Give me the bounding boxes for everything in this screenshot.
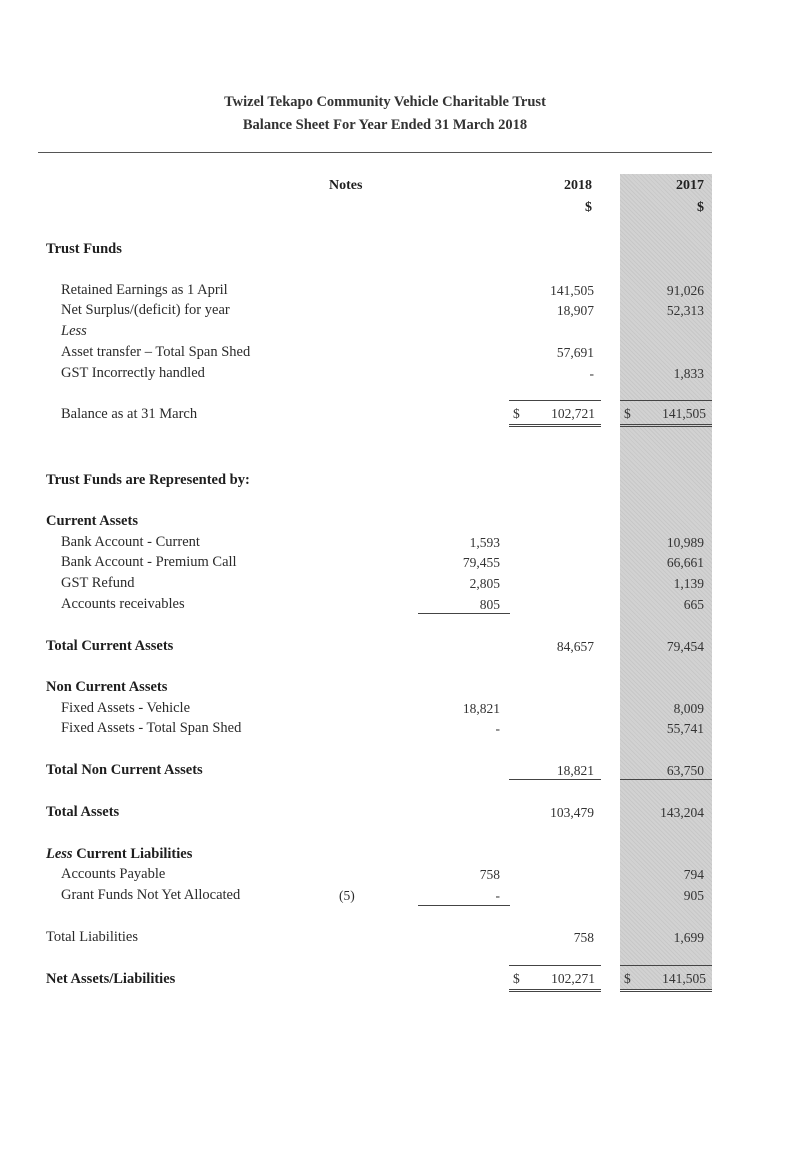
retained-earnings-label: Retained Earnings as 1 April [61, 282, 228, 298]
total-assets-2017: 143,204 [660, 805, 704, 820]
asset-transfer-label: Asset transfer – Total Span Shed [61, 344, 251, 360]
non-current-2017-rule [620, 779, 712, 780]
balance-2017-box [620, 400, 712, 427]
balance-label: Balance as at 31 March [61, 406, 198, 422]
total-non-current-assets-label: Total Non Current Assets [46, 762, 203, 778]
liabilities-heading-text: Current Liabilities [72, 846, 193, 862]
retained-earnings-2017: 91,026 [666, 283, 704, 298]
liability-2018-detail: - [495, 888, 500, 903]
total-non-current-assets-2018: 18,821 [556, 763, 594, 778]
non-current-assets-heading: Non Current Assets [46, 679, 168, 695]
total-current-assets-label: Total Current Assets [46, 638, 174, 654]
total-liabilities-2017: 1,699 [673, 930, 704, 945]
total-assets-2018: 103,479 [550, 805, 594, 820]
current-assets-heading: Current Assets [46, 513, 138, 529]
total-liabilities-2018: 758 [573, 930, 594, 945]
total-current-assets-2017: 79,454 [666, 639, 704, 654]
non-current-asset-label: Fixed Assets - Vehicle [61, 700, 191, 716]
gst-incorrect-2017: 1,833 [673, 366, 704, 381]
current-asset-2017: 66,661 [666, 555, 704, 570]
current-asset-label: Accounts receivables [61, 596, 185, 612]
net-assets-2017-dollar: $ [624, 971, 631, 986]
net-surplus-label: Net Surplus/(deficit) for year [61, 302, 230, 318]
balance-2017-value: 141,505 [662, 406, 706, 421]
title-rule [38, 152, 712, 153]
document-title: Twizel Tekapo Community Vehicle Charitable Trust [224, 94, 546, 110]
gst-incorrect-label: GST Incorrectly handled [61, 365, 205, 381]
year-2018-header: 2018 [564, 178, 592, 193]
trust-funds-heading: Trust Funds [46, 241, 122, 257]
net-surplus-2018: 18,907 [556, 303, 594, 318]
net-surplus-2017: 52,313 [666, 303, 704, 318]
balance-2018-dollar: $ [513, 406, 520, 421]
liability-label: Accounts Payable [61, 866, 166, 882]
current-liabilities-heading [46, 846, 192, 863]
liability-2018-detail: 758 [479, 867, 500, 882]
currency-2018-header: $ [585, 200, 592, 215]
current-asset-2017: 665 [683, 597, 704, 612]
current-asset-label: Bank Account - Current [61, 534, 200, 550]
asset-transfer-2018: 57,691 [556, 345, 594, 360]
total-current-assets-2018: 84,657 [556, 639, 594, 654]
net-assets-2018-box [509, 965, 601, 992]
liability-note: (5) [339, 888, 355, 903]
non-current-asset-2017: 55,741 [666, 721, 704, 736]
liability-label: Grant Funds Not Yet Allocated [61, 887, 241, 903]
current-asset-2017: 10,989 [666, 535, 704, 550]
currency-2017-header: $ [697, 200, 704, 215]
total-assets-label: Total Assets [46, 804, 120, 820]
balance-2017-dollar: $ [624, 406, 631, 421]
non-current-2018-rule [509, 779, 601, 780]
liability-2017: 794 [683, 867, 704, 882]
net-assets-2018-dollar: $ [513, 971, 520, 986]
non-current-asset-2018-detail: 18,821 [462, 701, 500, 716]
net-assets-2017-box [620, 965, 712, 992]
net-assets-2018-value: 102,271 [551, 971, 595, 986]
balance-2018-value: 102,721 [551, 406, 595, 421]
current-asset-2018-detail: 2,805 [469, 576, 500, 591]
current-asset-2018-detail: 1,593 [469, 535, 500, 550]
liabilities-less-label: Less [46, 846, 73, 862]
current-asset-2017: 1,139 [673, 576, 704, 591]
total-non-current-assets-2017: 63,750 [666, 763, 704, 778]
gst-incorrect-2018: - [589, 366, 594, 381]
non-current-asset-2018-detail: - [495, 721, 500, 736]
total-liabilities-label: Total Liabilities [46, 929, 139, 945]
net-assets-label: Net Assets/Liabilities [46, 971, 176, 987]
current-asset-2018-detail: 805 [479, 597, 500, 612]
document-subtitle: Balance Sheet For Year Ended 31 March 2018 [242, 117, 528, 133]
represented-by-heading: Trust Funds are Represented by: [46, 472, 250, 488]
liabilities-subtotal-rule [418, 905, 510, 906]
retained-earnings-2018: 141,505 [550, 283, 594, 298]
current-asset-2018-detail: 79,455 [462, 555, 500, 570]
current-asset-label: GST Refund [61, 575, 135, 591]
net-assets-2017-value: 141,505 [662, 971, 706, 986]
liability-2017: 905 [683, 888, 704, 903]
notes-column-header: Notes [329, 178, 363, 193]
current-asset-label: Bank Account - Premium Call [61, 554, 237, 570]
non-current-asset-2017: 8,009 [673, 701, 704, 716]
less-label: Less [61, 323, 87, 339]
balance-2018-box [509, 400, 601, 427]
year-2017-header: 2017 [676, 178, 704, 193]
current-assets-subtotal-rule [418, 613, 510, 614]
non-current-asset-label: Fixed Assets - Total Span Shed [61, 720, 242, 736]
